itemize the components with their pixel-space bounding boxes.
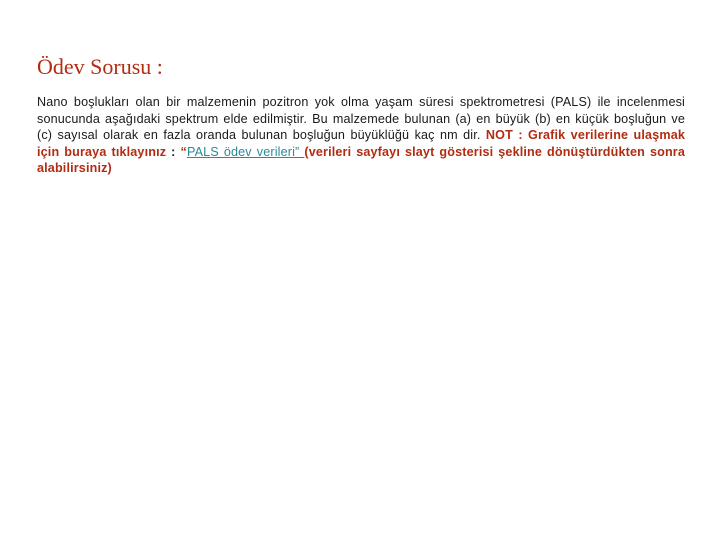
closing-note: (verileri sayfayı slayt gösterisi şekline dönüştürdükten sonra alabilirsiniz) bbox=[37, 144, 685, 176]
question-text: Nano boşlukları olan bir malzemenin pozitron yok olma yaşam süresi spektrometresi (PALS) ile incelenmesi sonucunda aşağıdaki spektrum elde edilmiştir. Bu malzemede bulunan (a) en büyük (b) en küçük boşluğun ve (c) sayısal olarak en fazla oranda bulunan boşluğun büyüklüğü kaç nm dir. bbox=[37, 95, 685, 143]
question-paragraph bbox=[37, 94, 685, 177]
note-text: NOT : Grafik verilerine ulaşmak için buraya tıklayınız bbox=[37, 128, 686, 159]
separator-text: : bbox=[166, 144, 181, 159]
slide-title: Ödev Sorusu : bbox=[37, 54, 163, 79]
quote-open: “ bbox=[180, 144, 187, 159]
pals-data-link[interactable]: PALS ödev verileri” bbox=[186, 144, 305, 159]
